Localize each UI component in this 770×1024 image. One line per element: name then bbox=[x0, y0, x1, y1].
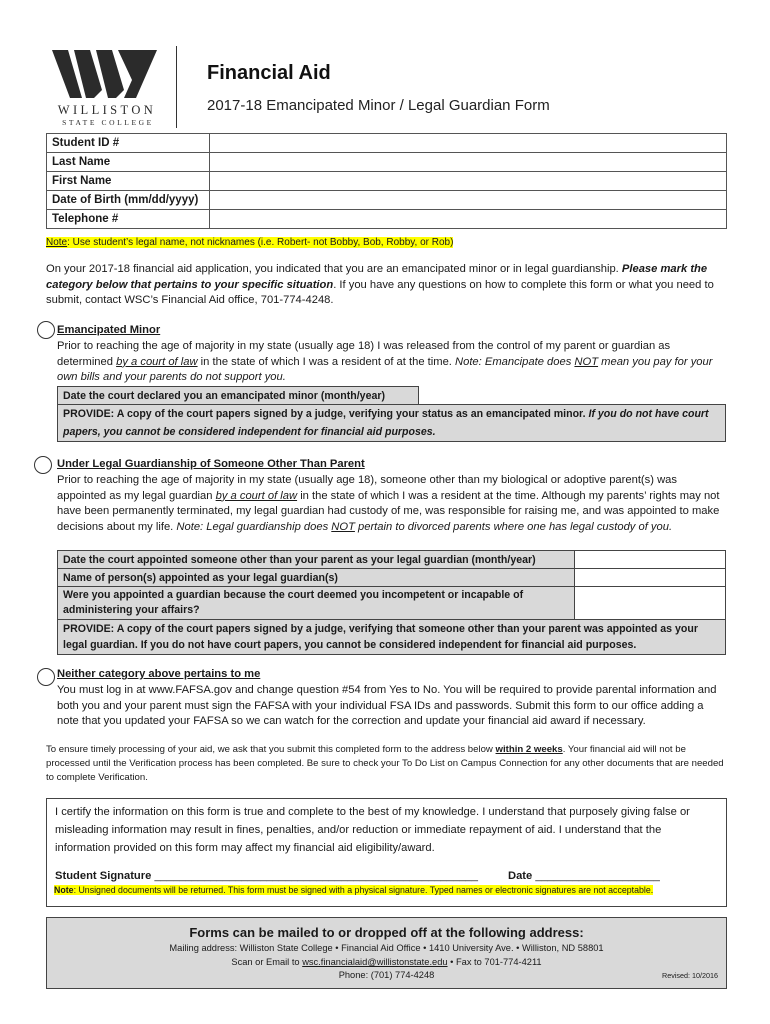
scan-label: Scan or Email to bbox=[231, 957, 300, 967]
mailing-heading: Forms can be mailed to or dropped off at the following address: bbox=[189, 925, 584, 940]
emancipated-note-a: Note: Emancipate does bbox=[455, 355, 572, 368]
note-label: Note bbox=[46, 237, 68, 248]
student-id-field[interactable] bbox=[210, 134, 727, 153]
legal-guardianship-table bbox=[57, 550, 726, 655]
header-divider bbox=[176, 46, 177, 128]
guardian-name-field[interactable] bbox=[575, 569, 726, 587]
guardian-date-field[interactable] bbox=[575, 551, 726, 569]
processing-text-b: . Your financial aid will not be processed until the Verification process has been completed. Be sure to check your To Do List on Campus Connection for any other documents that are needed to complete Verification. bbox=[46, 744, 724, 783]
first-name-label: First Name bbox=[47, 172, 210, 191]
signature-date[interactable] bbox=[508, 870, 660, 882]
signature-note-text: : Unsigned documents will be returned. This form must be signed with a physical signature. Typed names or electronic signatures are not acceptable. bbox=[73, 885, 654, 895]
dob-label: Date of Birth (mm/dd/yyyy) bbox=[47, 191, 210, 210]
logo-subtitle: STATE COLLEGE bbox=[62, 118, 154, 127]
email-link[interactable]: wsc.financialaid@willistonstate.edu bbox=[302, 957, 448, 967]
guardian-date-label: Date the court appointed someone other than your parent as your legal guardian (month/year) bbox=[58, 551, 575, 569]
date-line[interactable]: ____________________ bbox=[535, 870, 660, 882]
page-title: Financial Aid bbox=[207, 62, 331, 84]
mailing-address: Mailing address: Williston State College • Financial Aid Office • 1410 University Ave. • Williston, ND 58801 bbox=[169, 943, 604, 953]
guardianship-note-b: pertain to divorced parents where one has legal custody of you. bbox=[358, 520, 673, 533]
form-subtitle: 2017-18 Emancipated Minor / Legal Guardian Form bbox=[207, 97, 550, 114]
emancipated-minor-table bbox=[57, 386, 726, 442]
emancipated-note-b: mean you pay for your own bills and your parents do not support you. bbox=[57, 355, 713, 383]
legal-name-note bbox=[46, 237, 453, 248]
intro-text-end: . If you have any questions on how to complete this form or what you need to submit, contact WSC’s Financial Aid office, 701-774-4248. bbox=[46, 278, 714, 306]
neither-category-heading: Neither category above pertains to me bbox=[57, 668, 261, 680]
note-text: : Use student’s legal name, not nicknames (i.e. Robert- not Bobby, Bob, Robby, or Rob) bbox=[67, 237, 454, 248]
emancipated-court: by a court of law bbox=[116, 355, 198, 368]
emancipated-minor-text bbox=[57, 339, 725, 386]
first-name-row bbox=[47, 172, 727, 191]
certification-text: I certify the information on this form is true and complete to the best of my knowledge. I understand that purposely giving false or misleading information may result in fines, penalties, and/or reduction or immediate repayment of aid. I understand that the information provided on this form may affect my financial aid eligibility/award. bbox=[55, 806, 690, 854]
intro-emphasis: Please mark the category below that pertains to your specific situation bbox=[46, 263, 708, 291]
signature-line[interactable]: ____________________________________________________ bbox=[154, 870, 478, 882]
processing-deadline: within 2 weeks bbox=[495, 744, 563, 755]
guardian-incompetent-field[interactable] bbox=[575, 587, 726, 620]
intro-text: On your 2017-18 financial aid application, you indicated that you are an emancipated minor or in legal guardianship. bbox=[46, 263, 619, 275]
guardianship-text-b: in the state of which I was a resident at the time. Although my parents’ rights may not have been permanently terminated, my legal guardian had custody of me, was responsible for raising me, and was appointed to make decisions about my life. bbox=[57, 489, 720, 533]
revised-date: Revised: 10/2016 bbox=[662, 971, 718, 980]
last-name-label: Last Name bbox=[47, 153, 210, 172]
neither-category-text: You must log in at www.FAFSA.gov and change question #54 from Yes to No. You will be required to provide parental information and both you and your parent must sign the FAFSA with your individual FSA IDs and passwords. Submit this form to our office adding a note that you updated your FAFSA so we can watch for the correction and update your financial aid award if necessary. bbox=[57, 684, 717, 727]
student-signature[interactable] bbox=[55, 870, 478, 882]
emancipated-text-b: in the state of which I was a resident of at the time. bbox=[200, 355, 452, 368]
emancipation-date-label: Date the court declared you an emancipated minor (month/year) bbox=[58, 387, 419, 405]
dob-row bbox=[47, 191, 727, 210]
guardian-provide-note: PROVIDE: A copy of the court papers signed by a judge, verifying that someone other than your parent was appointed as your legal guardian. If you do not have court papers, you cannot be considered independent for financial aid purposes. bbox=[58, 620, 726, 655]
signature-note-label: Note bbox=[54, 885, 74, 895]
legal-guardianship-radio[interactable] bbox=[34, 456, 52, 474]
guardianship-court: by a court of law bbox=[215, 489, 298, 502]
signature-note bbox=[54, 885, 653, 895]
neither-category-radio[interactable] bbox=[37, 668, 55, 686]
last-name-field[interactable] bbox=[210, 153, 727, 172]
student-info-table bbox=[46, 133, 727, 229]
guardianship-text-a: Prior to reaching the age of majority in my state (usually age 18), someone other than my biological or adoptive parent(s) was appointed as my legal guardian bbox=[57, 474, 677, 502]
intro-paragraph bbox=[46, 262, 726, 309]
emancipation-provide-a: PROVIDE: A copy of the court papers signed by a judge, verifying your status as an emancipated minor. bbox=[63, 408, 586, 420]
first-name-field[interactable] bbox=[210, 172, 727, 191]
dob-field[interactable] bbox=[210, 191, 727, 210]
legal-guardianship-text bbox=[57, 473, 725, 535]
emancipation-date-field[interactable] bbox=[419, 387, 726, 405]
legal-guardianship-heading: Under Legal Guardianship of Someone Other Than Parent bbox=[57, 458, 365, 470]
emancipation-provide-note bbox=[58, 405, 726, 442]
date-label: Date bbox=[508, 870, 533, 882]
fax-text: • Fax to 701-774-4211 bbox=[450, 957, 542, 967]
last-name-row bbox=[47, 153, 727, 172]
guardian-name-label: Name of person(s) appointed as your legal guardian(s) bbox=[58, 569, 575, 587]
guardianship-note-a: Note: Legal guardianship does bbox=[176, 520, 329, 533]
processing-text-a: To ensure timely processing of your aid, we ask that you submit this completed form to the address below bbox=[46, 744, 493, 755]
emancipated-not: NOT bbox=[574, 355, 599, 368]
scan-email-line bbox=[46, 957, 727, 967]
telephone-field[interactable] bbox=[210, 210, 727, 229]
phone-line: Phone: (701) 774-4248 bbox=[338, 970, 435, 980]
emancipation-provide-b: If you do not have court papers, you cannot be considered independent for financial aid purposes. bbox=[63, 408, 709, 438]
guardian-incompetent-label: Were you appointed a guardian because the court deemed you incompetent or incapable of administering your affairs? bbox=[58, 587, 575, 620]
student-id-label: Student ID # bbox=[47, 134, 210, 153]
emancipated-minor-radio[interactable] bbox=[37, 321, 55, 339]
emancipated-minor-heading: Emancipated Minor bbox=[57, 324, 161, 336]
telephone-row bbox=[47, 210, 727, 229]
emancipated-text-a: Prior to reaching the age of majority in my state (usually age 18) I was released from the control of my parent or guardian as determined bbox=[57, 340, 671, 368]
williston-logo-icon bbox=[52, 50, 157, 98]
logo-wordmark: WILLISTON bbox=[57, 103, 157, 117]
processing-note bbox=[46, 743, 726, 785]
guardianship-not: NOT bbox=[331, 520, 355, 533]
student-id-row bbox=[47, 134, 727, 153]
signature-label: Student Signature bbox=[55, 870, 152, 882]
telephone-label: Telephone # bbox=[47, 210, 210, 229]
